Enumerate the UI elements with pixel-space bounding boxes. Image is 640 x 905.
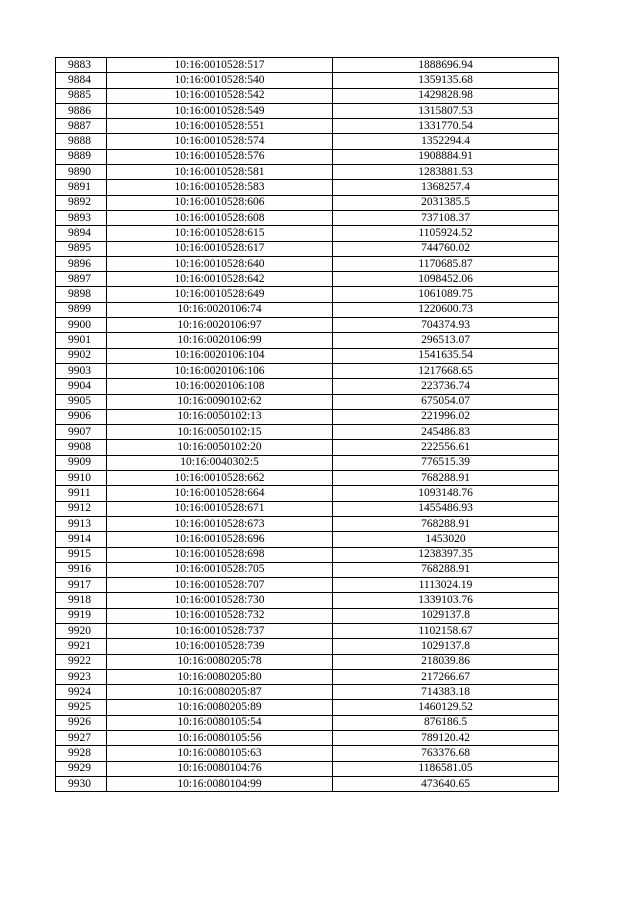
- table-row: [56, 654, 559, 669]
- cadastral-value-cell: 1460129.52: [333, 700, 559, 715]
- table-row: [56, 623, 559, 638]
- cadastral-number-cell: 10:16:0080105:63: [107, 746, 333, 761]
- cadastral-value-cell: 2031385.5: [333, 195, 559, 210]
- cadastral-value-cell: 1455486.93: [333, 501, 559, 516]
- table-row: [56, 440, 559, 455]
- cadastral-value-cell: 1429828.98: [333, 88, 559, 103]
- cadastral-number-cell: 10:16:0080205:80: [107, 669, 333, 684]
- cadastral-number-cell: 10:16:0010528:732: [107, 608, 333, 623]
- cadastral-number-cell: 10:16:0040302:5: [107, 455, 333, 470]
- cadastral-number-cell: 10:16:0050102:20: [107, 440, 333, 455]
- row-number-cell: 9927: [56, 731, 107, 746]
- cadastral-value-cell: 1908884.91: [333, 149, 559, 164]
- cadastral-value-cell: 1098452.06: [333, 272, 559, 287]
- cadastral-number-cell: 10:16:0080205:78: [107, 654, 333, 669]
- table-row: [56, 318, 559, 333]
- row-number-cell: 9892: [56, 195, 107, 210]
- table-row: [56, 363, 559, 378]
- table-row: [56, 578, 559, 593]
- row-number-cell: 9924: [56, 685, 107, 700]
- cadastral-value-cell: 1220600.73: [333, 302, 559, 317]
- cadastral-number-cell: 10:16:0010528:696: [107, 532, 333, 547]
- cadastral-number-cell: 10:16:0010528:576: [107, 149, 333, 164]
- cadastral-value-cell: 1186581.05: [333, 761, 559, 776]
- cadastral-number-cell: 10:16:0020106:106: [107, 363, 333, 378]
- row-number-cell: 9897: [56, 272, 107, 287]
- cadastral-number-cell: 10:16:0010528:583: [107, 180, 333, 195]
- table-row: [56, 608, 559, 623]
- cadastral-number-cell: 10:16:0020106:97: [107, 318, 333, 333]
- row-number-cell: 9913: [56, 516, 107, 531]
- cadastral-number-cell: 10:16:0010528:581: [107, 165, 333, 180]
- row-number-cell: 9912: [56, 501, 107, 516]
- row-number-cell: 9893: [56, 210, 107, 225]
- row-number-cell: 9890: [56, 165, 107, 180]
- row-number-cell: 9911: [56, 486, 107, 501]
- cadastral-value-cell: 768288.91: [333, 516, 559, 531]
- table-row: [56, 394, 559, 409]
- table-row: [56, 149, 559, 164]
- cadastral-value-cell: 1093148.76: [333, 486, 559, 501]
- cadastral-value-cell: 1238397.35: [333, 547, 559, 562]
- cadastral-value-cell: 1029137.8: [333, 639, 559, 654]
- row-number-cell: 9915: [56, 547, 107, 562]
- cadastral-value-cell: 221996.02: [333, 409, 559, 424]
- cadastral-number-cell: 10:16:0020106:104: [107, 348, 333, 363]
- cadastral-number-cell: 10:16:0010528:549: [107, 103, 333, 118]
- cadastral-number-cell: 10:16:0010528:540: [107, 73, 333, 88]
- row-number-cell: 9896: [56, 256, 107, 271]
- row-number-cell: 9888: [56, 134, 107, 149]
- row-number-cell: 9916: [56, 562, 107, 577]
- cadastral-number-cell: 10:16:0080205:89: [107, 700, 333, 715]
- cadastral-value-cell: 218039.86: [333, 654, 559, 669]
- row-number-cell: 9926: [56, 715, 107, 730]
- table-row: [56, 333, 559, 348]
- cadastral-value-cell: 1102158.67: [333, 623, 559, 638]
- cadastral-number-cell: 10:16:0010528:640: [107, 256, 333, 271]
- cadastral-value-cell: 675054.07: [333, 394, 559, 409]
- table-row: [56, 669, 559, 684]
- table-body: [56, 58, 559, 792]
- cadastral-value-cell: 222556.61: [333, 440, 559, 455]
- cadastral-number-cell: 10:16:0010528:606: [107, 195, 333, 210]
- cadastral-value-cell: 1453020: [333, 532, 559, 547]
- cadastral-number-cell: 10:16:0010528:662: [107, 471, 333, 486]
- row-number-cell: 9917: [56, 578, 107, 593]
- row-number-cell: 9894: [56, 226, 107, 241]
- row-number-cell: 9921: [56, 639, 107, 654]
- cadastral-number-cell: 10:16:0080105:54: [107, 715, 333, 730]
- row-number-cell: 9895: [56, 241, 107, 256]
- cadastral-value-cell: 1359135.68: [333, 73, 559, 88]
- row-number-cell: 9904: [56, 379, 107, 394]
- cadastral-value-cell: 876186.5: [333, 715, 559, 730]
- cadastral-number-cell: 10:16:0080104:76: [107, 761, 333, 776]
- row-number-cell: 9928: [56, 746, 107, 761]
- row-number-cell: 9918: [56, 593, 107, 608]
- row-number-cell: 9908: [56, 440, 107, 455]
- table-row: [56, 73, 559, 88]
- cadastral-number-cell: 10:16:0020106:108: [107, 379, 333, 394]
- table-row: [56, 58, 559, 73]
- cadastral-number-cell: 10:16:0010528:517: [107, 58, 333, 73]
- cadastral-number-cell: 10:16:0090102:62: [107, 394, 333, 409]
- row-number-cell: 9930: [56, 776, 107, 791]
- table-row: [56, 547, 559, 562]
- row-number-cell: 9929: [56, 761, 107, 776]
- cadastral-number-cell: 10:16:0010528:730: [107, 593, 333, 608]
- row-number-cell: 9922: [56, 654, 107, 669]
- cadastral-number-cell: 10:16:0010528:664: [107, 486, 333, 501]
- cadastral-value-cell: 1170685.87: [333, 256, 559, 271]
- table-row: [56, 226, 559, 241]
- table-row: [56, 425, 559, 440]
- cadastral-number-cell: 10:16:0020106:74: [107, 302, 333, 317]
- cadastral-number-cell: 10:16:0050102:15: [107, 425, 333, 440]
- row-number-cell: 9906: [56, 409, 107, 424]
- cadastral-value-cell: 245486.83: [333, 425, 559, 440]
- cadastral-number-cell: 10:16:0050102:13: [107, 409, 333, 424]
- table-row: [56, 516, 559, 531]
- cadastral-value-cell: 1541635.54: [333, 348, 559, 363]
- table-row: [56, 180, 559, 195]
- table-row: [56, 776, 559, 791]
- table-row: [56, 379, 559, 394]
- table-row: [56, 134, 559, 149]
- table-row: [56, 119, 559, 134]
- table-row: [56, 685, 559, 700]
- table-row: [56, 348, 559, 363]
- cadastral-number-cell: 10:16:0010528:617: [107, 241, 333, 256]
- cadastral-value-cell: 763376.68: [333, 746, 559, 761]
- cadastral-value-cell: 768288.91: [333, 471, 559, 486]
- cadastral-number-cell: 10:16:0020106:99: [107, 333, 333, 348]
- table-row: [56, 715, 559, 730]
- cadastral-value-cell: 1105924.52: [333, 226, 559, 241]
- row-number-cell: 9909: [56, 455, 107, 470]
- cadastral-value-cell: 776515.39: [333, 455, 559, 470]
- table-row: [56, 210, 559, 225]
- cadastral-number-cell: 10:16:0010528:551: [107, 119, 333, 134]
- row-number-cell: 9903: [56, 363, 107, 378]
- table-row: [56, 593, 559, 608]
- cadastral-value-cell: 1217668.65: [333, 363, 559, 378]
- table-row: [56, 455, 559, 470]
- cadastral-value-cell: 768288.91: [333, 562, 559, 577]
- row-number-cell: 9920: [56, 623, 107, 638]
- table-row: [56, 195, 559, 210]
- row-number-cell: 9889: [56, 149, 107, 164]
- cadastral-value-cell: 1061089.75: [333, 287, 559, 302]
- table-row: [56, 471, 559, 486]
- cadastral-value-table: [55, 57, 559, 792]
- row-number-cell: 9884: [56, 73, 107, 88]
- row-number-cell: 9885: [56, 88, 107, 103]
- cadastral-value-cell: 1368257.4: [333, 180, 559, 195]
- row-number-cell: 9919: [56, 608, 107, 623]
- row-number-cell: 9905: [56, 394, 107, 409]
- row-number-cell: 9898: [56, 287, 107, 302]
- table-row: [56, 256, 559, 271]
- table-row: [56, 562, 559, 577]
- row-number-cell: 9925: [56, 700, 107, 715]
- cadastral-number-cell: 10:16:0010528:698: [107, 547, 333, 562]
- table-row: [56, 241, 559, 256]
- table-row: [56, 302, 559, 317]
- table-row: [56, 287, 559, 302]
- table-row: [56, 746, 559, 761]
- table-row: [56, 409, 559, 424]
- cadastral-value-cell: 296513.07: [333, 333, 559, 348]
- row-number-cell: 9891: [56, 180, 107, 195]
- table-row: [56, 501, 559, 516]
- cadastral-value-cell: 217266.67: [333, 669, 559, 684]
- cadastral-value-cell: 1331770.54: [333, 119, 559, 134]
- cadastral-number-cell: 10:16:0010528:739: [107, 639, 333, 654]
- cadastral-value-cell: 744760.02: [333, 241, 559, 256]
- row-number-cell: 9900: [56, 318, 107, 333]
- row-number-cell: 9901: [56, 333, 107, 348]
- row-number-cell: 9902: [56, 348, 107, 363]
- cadastral-value-cell: 1888696.94: [333, 58, 559, 73]
- cadastral-value-cell: 1283881.53: [333, 165, 559, 180]
- cadastral-number-cell: 10:16:0010528:608: [107, 210, 333, 225]
- table-row: [56, 639, 559, 654]
- row-number-cell: 9907: [56, 425, 107, 440]
- cadastral-number-cell: 10:16:0010528:574: [107, 134, 333, 149]
- cadastral-number-cell: 10:16:0010528:737: [107, 623, 333, 638]
- cadastral-value-cell: 1315807.53: [333, 103, 559, 118]
- cadastral-value-cell: 737108.37: [333, 210, 559, 225]
- table-row: [56, 165, 559, 180]
- table-row: [56, 88, 559, 103]
- row-number-cell: 9914: [56, 532, 107, 547]
- cadastral-number-cell: 10:16:0010528:649: [107, 287, 333, 302]
- cadastral-number-cell: 10:16:0080205:87: [107, 685, 333, 700]
- cadastral-value-cell: 473640.65: [333, 776, 559, 791]
- table-row: [56, 761, 559, 776]
- row-number-cell: 9886: [56, 103, 107, 118]
- cadastral-number-cell: 10:16:0010528:705: [107, 562, 333, 577]
- cadastral-value-cell: 714383.18: [333, 685, 559, 700]
- cadastral-number-cell: 10:16:0010528:673: [107, 516, 333, 531]
- cadastral-number-cell: 10:16:0010528:642: [107, 272, 333, 287]
- cadastral-value-cell: 789120.42: [333, 731, 559, 746]
- table-row: [56, 486, 559, 501]
- row-number-cell: 9887: [56, 119, 107, 134]
- table-row: [56, 700, 559, 715]
- table-row: [56, 532, 559, 547]
- cadastral-value-cell: 223736.74: [333, 379, 559, 394]
- cadastral-value-cell: 1352294.4: [333, 134, 559, 149]
- cadastral-value-cell: 1339103.76: [333, 593, 559, 608]
- table-row: [56, 103, 559, 118]
- table-row: [56, 731, 559, 746]
- table-row: [56, 272, 559, 287]
- cadastral-number-cell: 10:16:0010528:707: [107, 578, 333, 593]
- cadastral-number-cell: 10:16:0010528:542: [107, 88, 333, 103]
- cadastral-value-cell: 704374.93: [333, 318, 559, 333]
- cadastral-number-cell: 10:16:0080104:99: [107, 776, 333, 791]
- row-number-cell: 9923: [56, 669, 107, 684]
- row-number-cell: 9883: [56, 58, 107, 73]
- cadastral-number-cell: 10:16:0010528:671: [107, 501, 333, 516]
- cadastral-number-cell: 10:16:0080105:56: [107, 731, 333, 746]
- cadastral-value-cell: 1113024.19: [333, 578, 559, 593]
- cadastral-value-cell: 1029137.8: [333, 608, 559, 623]
- row-number-cell: 9899: [56, 302, 107, 317]
- cadastral-number-cell: 10:16:0010528:615: [107, 226, 333, 241]
- row-number-cell: 9910: [56, 471, 107, 486]
